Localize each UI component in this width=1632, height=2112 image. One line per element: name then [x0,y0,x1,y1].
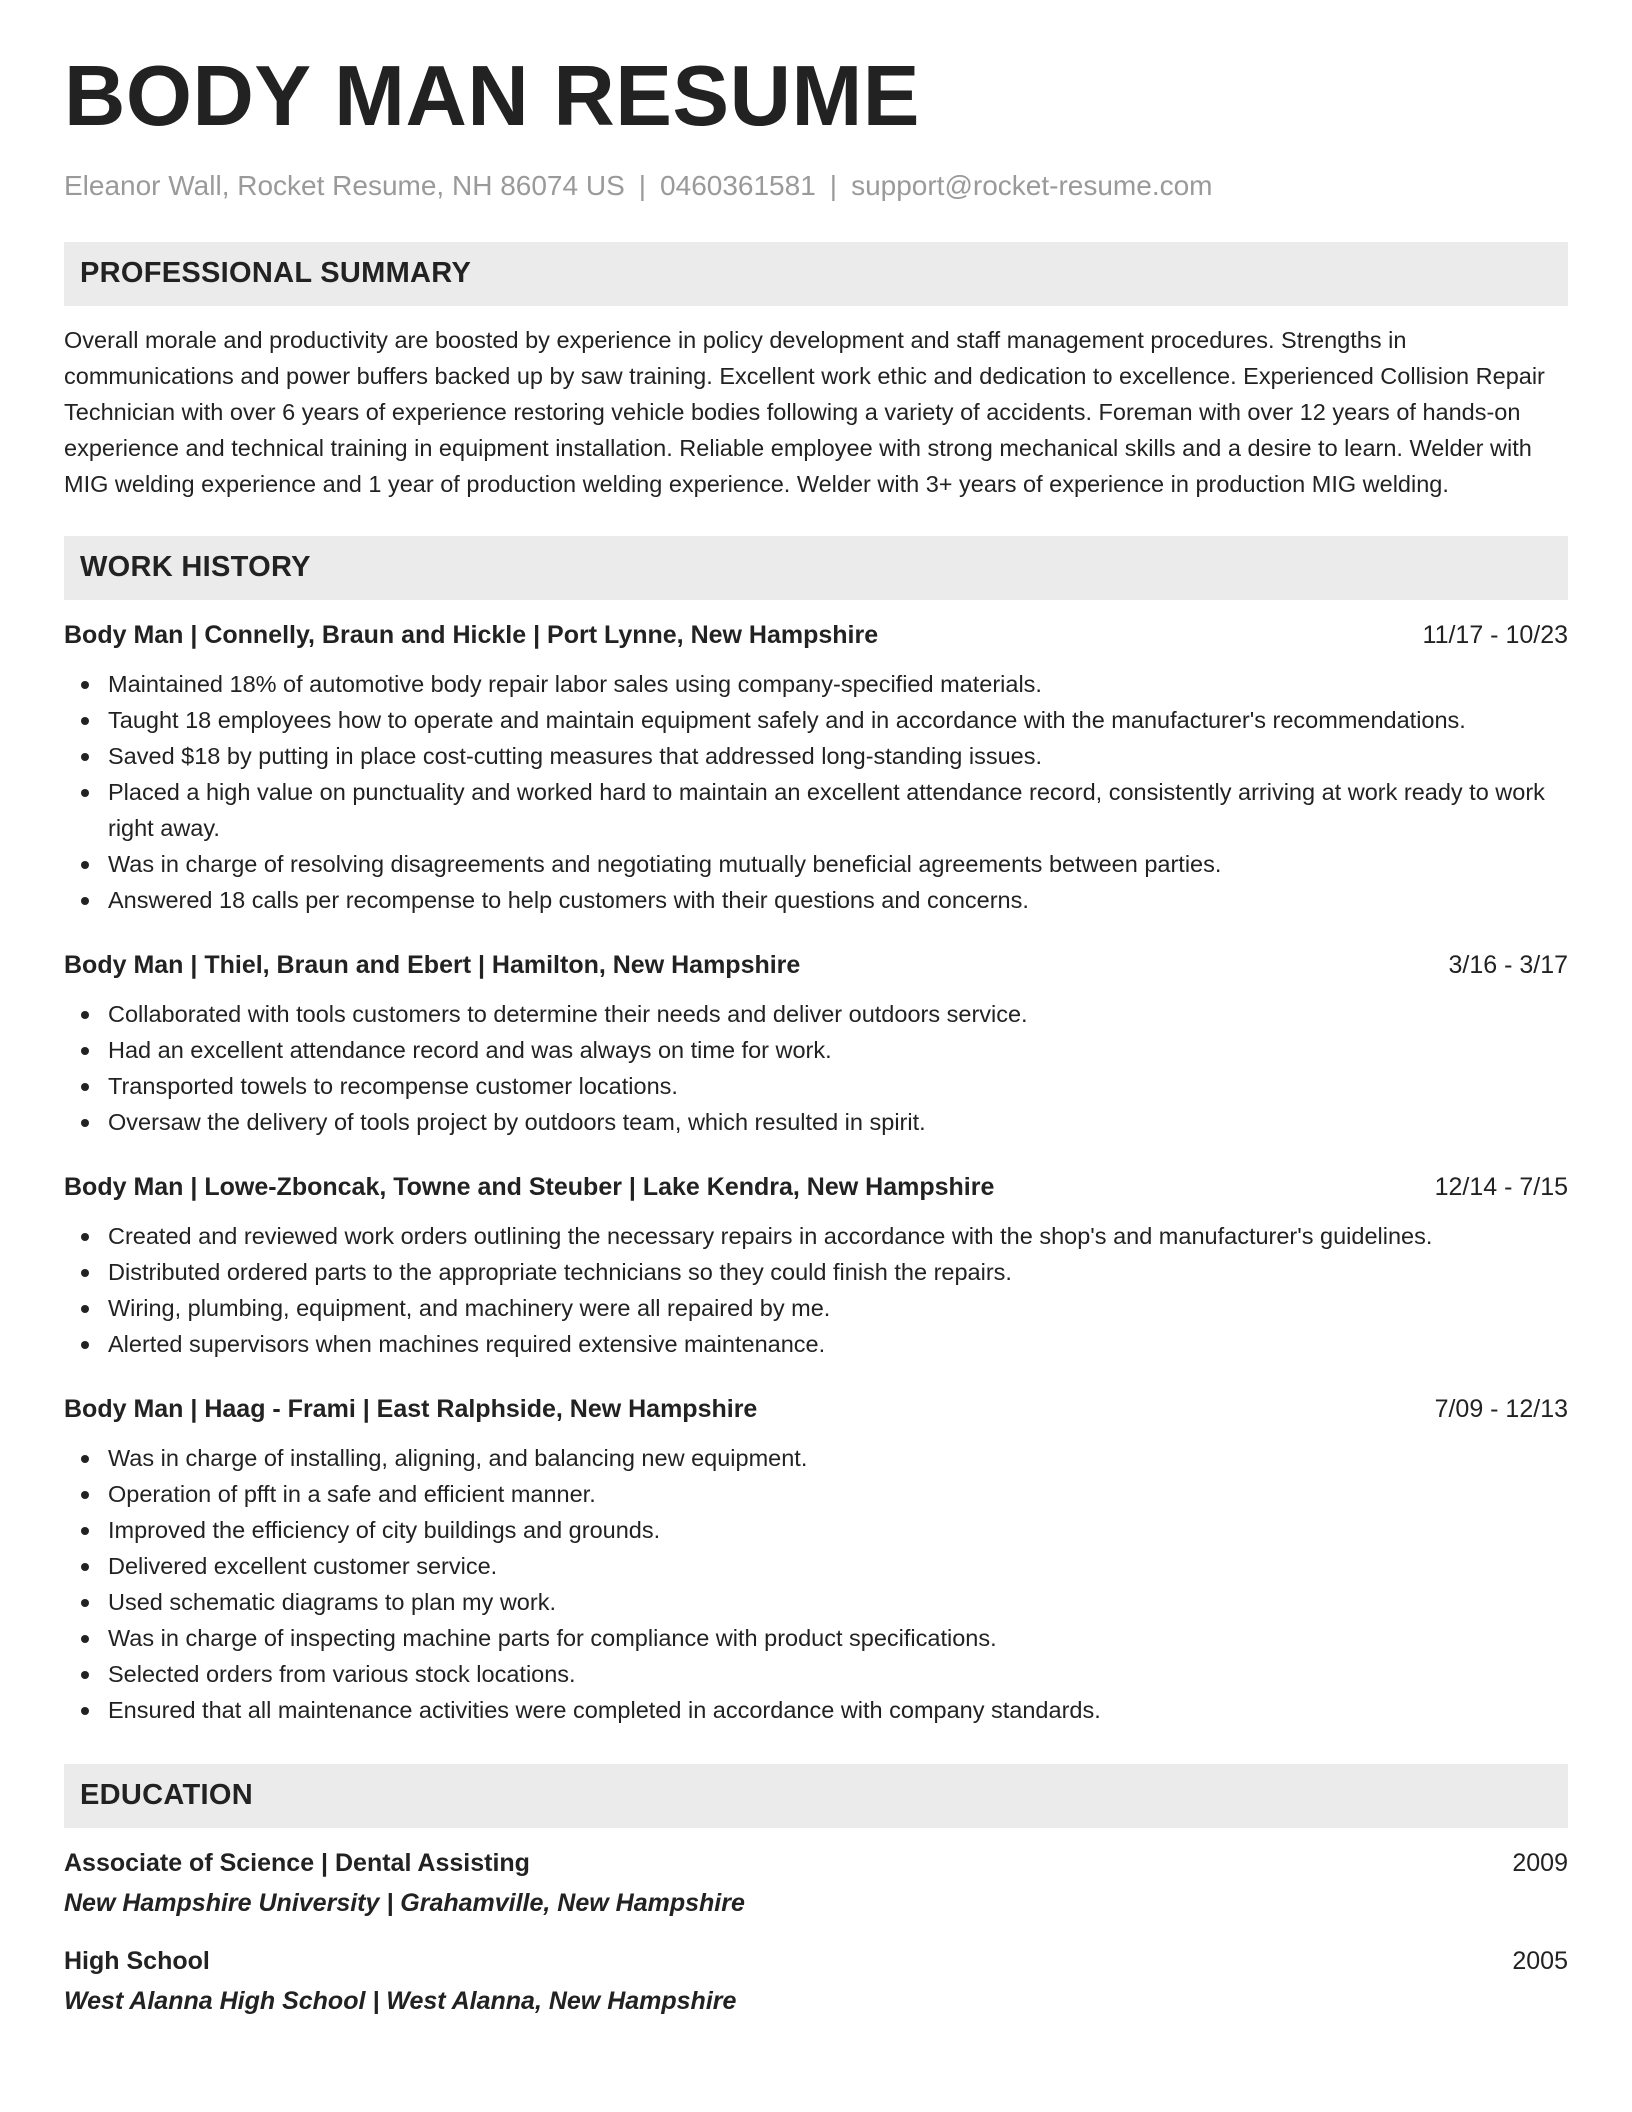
job-header [64,1392,1568,1426]
job-bullet: Oversaw the delivery of tools project by outdoors team, which resulted in spirit. [108,1104,1568,1140]
job-title: Body Man | Connelly, Braun and Hickle | Port Lynne, New Hampshire [64,620,879,649]
job-bullet: Maintained 18% of automotive body repair labor sales using company-specified materials. [108,666,1568,702]
job-bullet: Was in charge of resolving disagreements and negotiating mutually beneficial agreements between parties. [108,846,1568,882]
job-header [64,948,1568,982]
job-bullet: Ensured that all maintenance activities were completed in accordance with company standards. [108,1692,1568,1728]
job-bullet-list [64,1218,1568,1362]
education-degree: Associate of Science | Dental Assisting [64,1848,530,1877]
section-heading-summary: PROFESSIONAL SUMMARY [64,242,1568,306]
job-bullet: Transported towels to recompense customer locations. [108,1068,1568,1104]
job-header [64,618,1568,652]
job-bullet: Saved $18 by putting in place cost-cutting measures that addressed long-standing issues. [108,738,1568,774]
job-dates: 12/14 - 7/15 [1434,1172,1568,1201]
job-entry [64,618,1568,918]
education-header [64,1944,1568,1978]
summary-text: Overall morale and productivity are boosted by experience in policy development and staff management procedures. Strengths in communications and power buffers backed up by saw training. Excellent work ethic and dedication to excellence. Experienced Collision Repair Technician with over 6 years of experience restoring vehicle bodies following a variety of accidents. Foreman with over 12 years of hands-on experience and technical training in equipment installation. Reliable employee with strong mechanical skills and a desire to learn. Welder with MIG welding experience and 1 year of production welding experience. Welder with 3+ years of experience in production MIG welding. [64,326,1545,497]
contact-separator: | [638,170,647,201]
job-dates: 7/09 - 12/13 [1434,1394,1568,1423]
job-entry [64,948,1568,1140]
contact-address: Eleanor Wall, Rocket Resume, NH 86074 US [64,170,625,201]
job-title: Body Man | Thiel, Braun and Ebert | Hamilton, New Hampshire [64,950,801,979]
job-bullet-list [64,666,1568,918]
job-bullet: Selected orders from various stock locations. [108,1656,1568,1692]
education-header [64,1846,1568,1880]
job-bullet: Answered 18 calls per recompense to help customers with their questions and concerns. [108,882,1568,918]
professional-summary-section [64,242,1568,502]
work-history-section [64,536,1568,1728]
job-title: Body Man | Lowe-Zboncak, Towne and Steuber | Lake Kendra, New Hampshire [64,1172,995,1201]
job-header [64,1170,1568,1204]
job-bullet: Was in charge of inspecting machine parts for compliance with product specifications. [108,1620,1568,1656]
contact-separator: | [829,170,838,201]
job-bullet: Delivered excellent customer service. [108,1548,1568,1584]
resume-title: BODY MAN RESUME [64,49,921,144]
education-school: West Alanna High School | West Alanna, New Hampshire [64,1986,737,2015]
education-entry [64,1944,1568,2018]
job-bullet: Alerted supervisors when machines required extensive maintenance. [108,1326,1568,1362]
education-school: New Hampshire University | Grahamville, New Hampshire [64,1888,745,1917]
job-bullet: Improved the efficiency of city buildings and grounds. [108,1512,1568,1548]
job-bullet: Taught 18 employees how to operate and maintain equipment safely and in accordance with the manufacturer's recommendations. [108,702,1568,738]
education-year: 2009 [1512,1848,1568,1877]
job-title: Body Man | Haag - Frami | East Ralphside, New Hampshire [64,1394,758,1423]
job-entry [64,1170,1568,1362]
job-bullet: Used schematic diagrams to plan my work. [108,1584,1568,1620]
job-bullet: Had an excellent attendance record and was always on time for work. [108,1032,1568,1068]
job-bullet: Placed a high value on punctuality and worked hard to maintain an excellent attendance record, consistently arriving at work ready to work right away. [108,774,1568,846]
job-dates: 3/16 - 3/17 [1448,950,1568,979]
job-bullet: Operation of pfft in a safe and efficient manner. [108,1476,1568,1512]
job-bullet: Wiring, plumbing, equipment, and machinery were all repaired by me. [108,1290,1568,1326]
job-entry [64,1392,1568,1728]
job-bullet: Created and reviewed work orders outlining the necessary repairs in accordance with the shop's and manufacturer's guidelines. [108,1218,1568,1254]
section-heading-work-history: WORK HISTORY [64,536,1568,600]
education-degree: High School [64,1946,210,1975]
job-dates: 11/17 - 10/23 [1422,620,1568,649]
job-bullet-list [64,1440,1568,1728]
contact-line [64,169,1568,203]
contact-phone: 0460361581 [660,170,816,201]
job-bullet: Collaborated with tools customers to determine their needs and deliver outdoors service. [108,996,1568,1032]
contact-email: support@rocket-resume.com [851,170,1213,201]
job-bullet: Was in charge of installing, aligning, and balancing new equipment. [108,1440,1568,1476]
education-entry [64,1846,1568,1920]
job-bullet-list [64,996,1568,1140]
section-heading-education: EDUCATION [64,1764,1568,1828]
education-section [64,1764,1568,2018]
education-year: 2005 [1512,1946,1568,1975]
job-bullet: Distributed ordered parts to the appropriate technicians so they could finish the repairs. [108,1254,1568,1290]
